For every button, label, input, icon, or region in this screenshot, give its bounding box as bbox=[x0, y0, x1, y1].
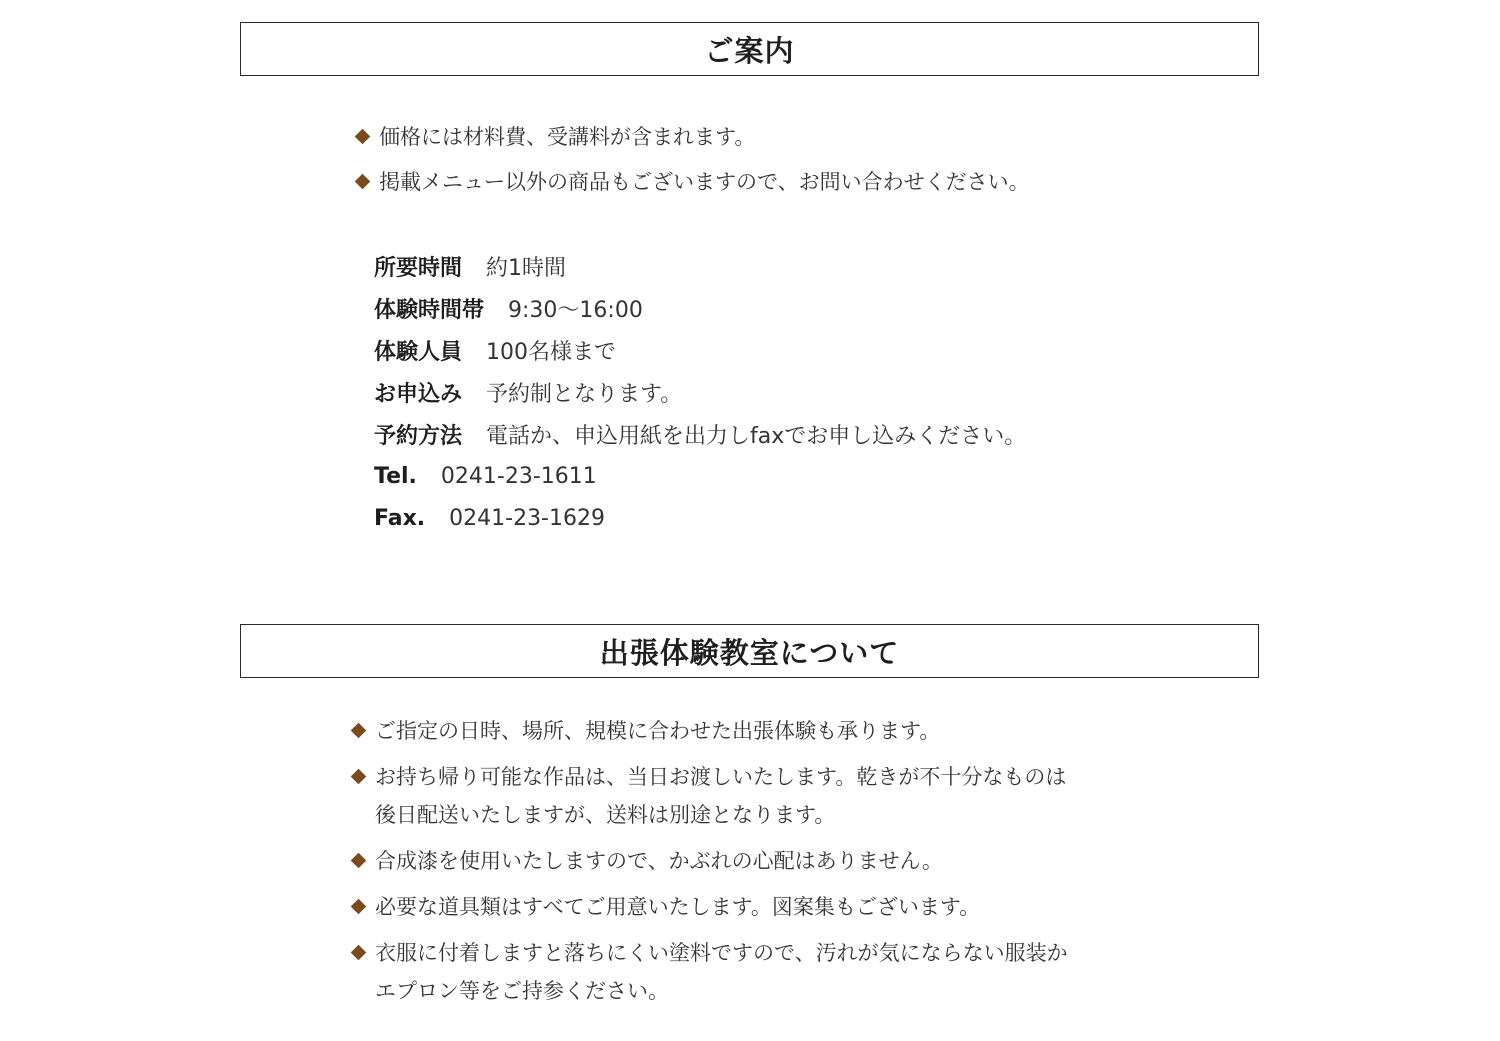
detail-label: Fax. bbox=[374, 505, 426, 531]
list-item bbox=[352, 842, 1068, 880]
note-text: 衣服に付着しますと落ちにくい塗料ですので、汚れが気にならない服装か bbox=[375, 941, 1068, 965]
diamond-bullet-icon bbox=[351, 899, 367, 915]
phone-number: 0241-23-1611 bbox=[440, 463, 597, 489]
detail-value: 電話か、申込用紙を出力しfaxでお申し込みください。 bbox=[486, 423, 1027, 449]
list-item bbox=[356, 163, 1030, 201]
visit-notes-list bbox=[352, 712, 1068, 1018]
details-table bbox=[374, 245, 1026, 539]
note-text: 合成漆を使用いたしますので、かぶれの心配はありません。 bbox=[375, 849, 943, 873]
note-text-continued: 後日配送いたしますが、送料は別途となります。 bbox=[375, 803, 836, 827]
list-item bbox=[356, 118, 1030, 156]
list-item bbox=[352, 934, 1068, 1010]
fax-number: 0241-23-1629 bbox=[449, 505, 605, 531]
detail-label: 体験人員 bbox=[374, 339, 463, 365]
note-text: お持ち帰り可能な作品は、当日お渡しいたします。乾きが不十分なものは bbox=[375, 765, 1067, 789]
note-text-continued: エプロン等をご持参ください。 bbox=[375, 979, 669, 1003]
detail-row-method bbox=[374, 413, 1026, 455]
list-item bbox=[352, 888, 1068, 926]
detail-label: 予約方法 bbox=[374, 423, 463, 449]
detail-value: 予約制となります。 bbox=[486, 381, 683, 407]
diamond-bullet-icon bbox=[355, 129, 371, 145]
detail-row-capacity bbox=[374, 329, 1026, 371]
detail-value: 9:30～16:00 bbox=[508, 297, 643, 323]
note-text: 必要な道具類はすべてご用意いたします。図案集もございます。 bbox=[375, 895, 981, 919]
note-text: 掲載メニュー以外の商品もございますので、お問い合わせください。 bbox=[379, 170, 1030, 194]
detail-value: 約1時間 bbox=[486, 255, 567, 281]
info-notes-list bbox=[356, 118, 1030, 208]
list-item bbox=[352, 758, 1068, 834]
detail-label: お申込み bbox=[374, 381, 463, 407]
list-item bbox=[352, 712, 1068, 750]
detail-label: 体験時間帯 bbox=[374, 297, 485, 323]
visit-section-title: 出張体験教室について bbox=[240, 624, 1259, 678]
diamond-bullet-icon bbox=[351, 945, 367, 961]
diamond-bullet-icon bbox=[351, 853, 367, 869]
diamond-bullet-icon bbox=[351, 723, 367, 739]
detail-row-application bbox=[374, 371, 1026, 413]
detail-row-duration bbox=[374, 245, 1026, 287]
detail-row-tel bbox=[374, 455, 1026, 497]
detail-value: 100名様まで bbox=[486, 339, 617, 365]
diamond-bullet-icon bbox=[351, 769, 367, 785]
info-section-title: ご案内 bbox=[240, 22, 1259, 76]
detail-label: Tel. bbox=[374, 463, 417, 489]
note-text: ご指定の日時、場所、規模に合わせた出張体験も承ります。 bbox=[375, 719, 941, 743]
detail-row-fax bbox=[374, 497, 1026, 539]
note-text: 価格には材料費、受講料が含まれます。 bbox=[379, 125, 756, 149]
detail-row-timeslot bbox=[374, 287, 1026, 329]
diamond-bullet-icon bbox=[355, 174, 371, 190]
detail-label: 所要時間 bbox=[374, 255, 463, 281]
